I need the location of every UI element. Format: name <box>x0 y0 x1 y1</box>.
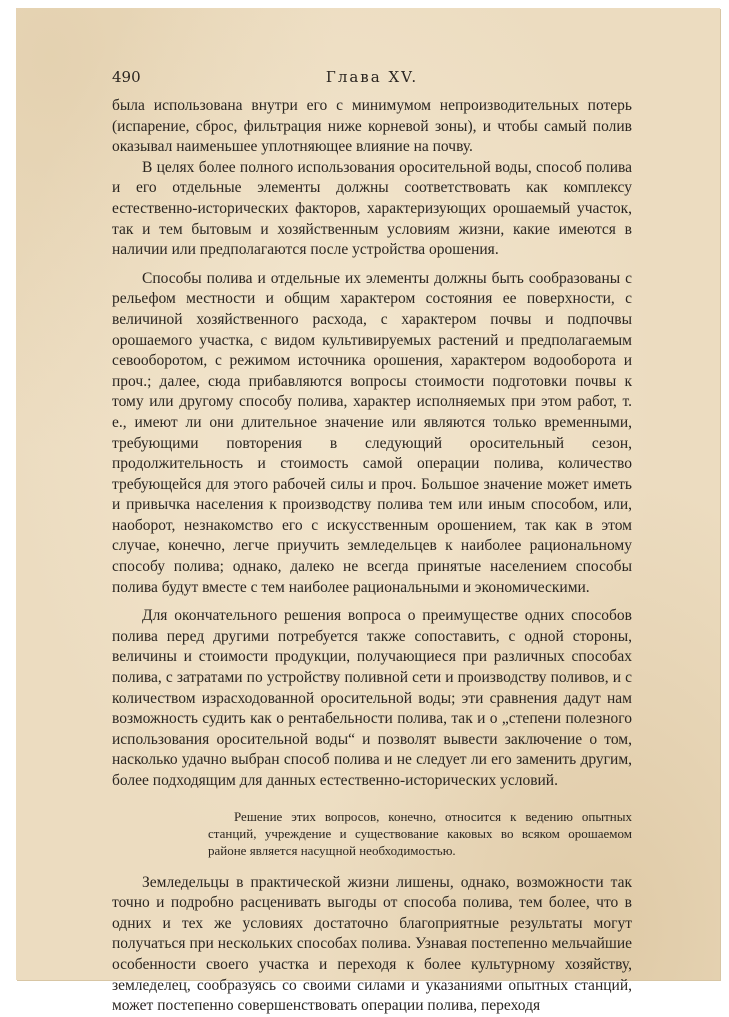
paragraph: В целях более полного использования оросительной воды, способ полива и его отдельные элементы должны соответствовать как комплексу естественно-исторических факторов, характеризующих орошаемый участок, так и тем бытовым и хозяйственным условиям жизни, какие имеются в наличии или предполагаются после устройства орошения. <box>112 158 632 259</box>
footnote-remark: Решение этих вопросов, конечно, относится к ведению опытных станций, учреждение и существование каковых во всяком орошаемом районе является насущной необходимостью. <box>208 808 632 858</box>
paragraph: Для окончательного решения вопроса о преимуществе одних способов полива перед другими потребуется также сопоставить, с одной стороны, величины и стоимости продукции, получающиеся при различных способах полива, с затратами по устройству поливной сети и производству поливов, и с количеством израсходованной оросительной воды; эти сравнения дадут нам возможность судить как о рентабельности полива, так и о „степени полезного использования оросительной воды“ и позволят вывести заключение о том, насколько удачно выбран способ полива и не следует ли его заменить другим, более подходящим для данных естественно-исторических условий. <box>112 607 632 789</box>
paragraph-continuation: была использована внутри его с минимумом непроизводительных потерь (испарение, сброс, фильтрация ниже корневой зоны), и чтобы самый полив оказывал наименьшее уплотняющее влияние на почву. <box>112 97 632 156</box>
body-text <box>112 96 632 1017</box>
paragraph: Способы полива и отдельные их элементы должны быть сообразованы с рельефом местности и общим характером состояния ее поверхности, с величиной хозяйственного расхода, с характером почвы и подпочвы орошаемого участка, с видом культивируемых растений и предполагаемым севооборотом, с режимом источника орошения, характером водооборота и проч.; далее, сюда прибавляются вопросы стоимости подготовки почвы к тому или другому способу полива, характер исполняемых при этом работ, т. е., имеют ли они длительное значение или являются только временными, требующими повторения в следующий оросительный сезон, продолжительность и стоимость самой операции полива, количество требующейся для этого рабочей силы и проч. Большое значение может иметь и привычка населения к производству полива тем или иным способом, или, наоборот, незнакомство его с искусственным орошением, так как в этом случае, конечно, легче приучить земледельцев к наиболее рациональному способу полива; однако, далеко не всегда принятые населением способы полива будут вместе с тем наиболее рациональными и экономическими. <box>112 269 632 596</box>
chapter-title: Глава XV. <box>325 68 419 86</box>
page-number: 490 <box>112 68 141 86</box>
page-header <box>112 64 632 88</box>
paragraph: Земледельцы в практической жизни лишены, однако, возможности так точно и подробно расценивать выгоды от способа полива, тем более, что в одних и тех же условиях достаточно благоприятные результаты могут получаться при нескольких способах полива. Узнавая постепенно мельчайшие особенности своего участка и переходя к более культурному хозяйству, земледелец, сообразуясь со своими силами и указаниями опытных станций, может постепенно совершенствовать операции полива, переходя <box>112 873 632 1015</box>
